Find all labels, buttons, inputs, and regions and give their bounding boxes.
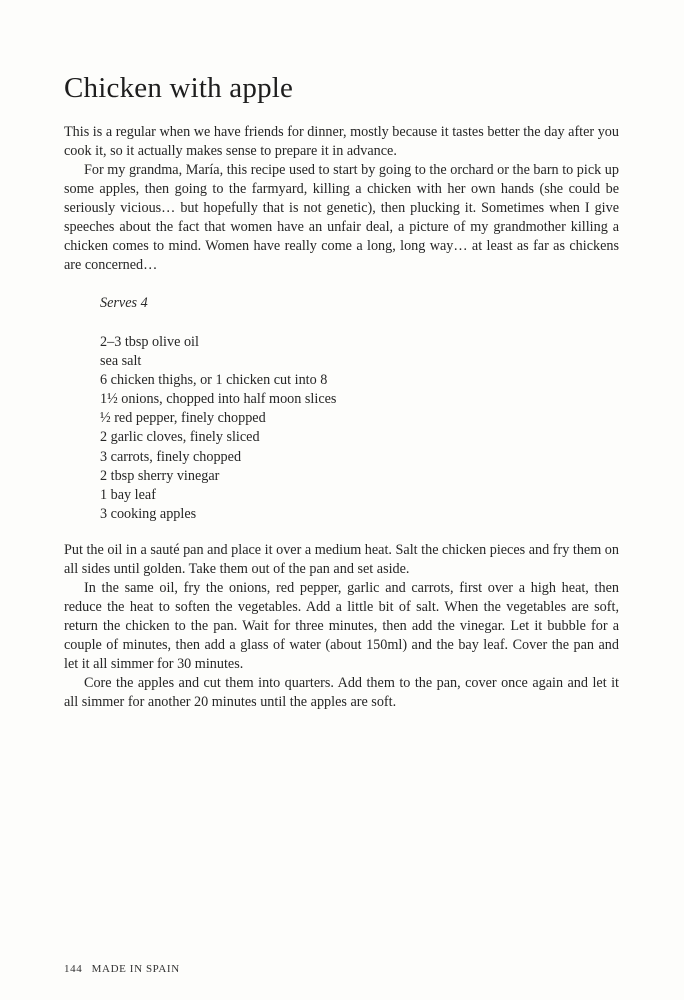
intro-paragraph: This is a regular when we have friends for dinner, mostly because it tastes better the day after you cook it, so it actually makes sense to prepare it in advance. (64, 124, 619, 159)
recipe-introduction (64, 123, 619, 275)
ingredient-item: 3 cooking apples (100, 505, 197, 522)
ingredient-item: 1 bay leaf (100, 486, 156, 503)
ingredient-item: 2 garlic cloves, finely sliced (100, 429, 260, 446)
ingredient-item: 3 carrots, finely chopped (100, 448, 242, 465)
ingredient-item: 1½ onions, chopped into half moon slices (100, 391, 337, 408)
page-footer (64, 963, 180, 975)
ingredient-item: 2 tbsp sherry vinegar (100, 467, 220, 484)
ingredient-item: 2–3 tbsp olive oil (100, 334, 199, 350)
page-number: 144 (64, 963, 83, 975)
method-step: Put the oil in a sauté pan and place it over a medium heat. Salt the chicken pieces and fry them on all sides until golden. Take them out of the pan and set aside. (64, 542, 619, 577)
serves-label: Serves 4 (100, 295, 148, 311)
method-step: Core the apples and cut them into quarters. Add them to the pan, cover once again and let it all simmer for another 20 minutes until the apples are soft. (64, 675, 619, 710)
recipe-title: Chicken with apple (64, 72, 294, 104)
ingredient-item: sea salt (100, 353, 142, 370)
recipe-method (64, 541, 619, 712)
ingredient-item: ½ red pepper, finely chopped (100, 410, 266, 427)
book-title: MADE IN SPAIN (91, 963, 180, 975)
ingredient-list (100, 333, 336, 524)
intro-paragraph: For my grandma, María, this recipe used to start by going to the orchard or the barn to pick up some apples, then going to the farmyard, killing a chicken with her own hands (she could be seriously vicious… but hopefully that is not genetic), then plucking it. Sometimes when I give speeches about the fact that women have an unfair deal, a picture of my grandmother killing a chicken comes to mind. Women have really come a long, long way… at least as far as chickens are concerned… (64, 162, 619, 273)
method-step: In the same oil, fry the onions, red pepper, garlic and carrots, first over a high heat, then reduce the heat to soften the vegetables. Add a little bit of salt. When the vegetables are soft, return the chicken to the pan. Wait for three minutes, then add the vinegar. Let it bubble for a couple of minutes, then add a glass of water (about 150ml) and the bay leaf. Cover the pan and let it all simmer for 30 minutes. (64, 580, 619, 672)
ingredient-item: 6 chicken thighs, or 1 chicken cut into 8 (100, 372, 328, 389)
